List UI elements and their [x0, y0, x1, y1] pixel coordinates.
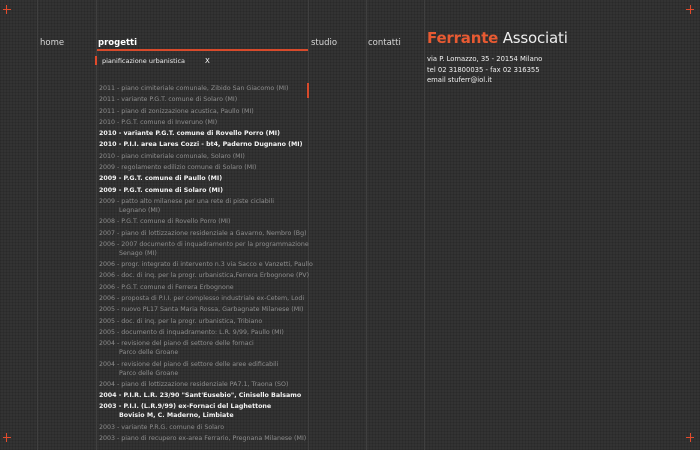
- project-title: 2010 - variante P.G.T. comune di Rovello Porro (MI): [99, 130, 281, 138]
- project-title: 2006 - progr. integrato di intervento n.3 via Sacco e Vanzetti, Paullo: [99, 261, 313, 269]
- project-title: 2008 - P.G.T. comune di Rovello Porro (MI): [99, 218, 231, 226]
- project-item[interactable]: [99, 402, 304, 420]
- logo[interactable]: [427, 29, 568, 47]
- project-item[interactable]: [99, 317, 304, 326]
- project-item[interactable]: [99, 423, 304, 432]
- project-subtitle: Parco delle Groane: [119, 369, 179, 377]
- project-title: 2005 - doc. di inq. per la progr. urbanistica, Tribiano: [99, 317, 263, 325]
- filter-marker: [95, 56, 97, 65]
- nav-studio[interactable]: studio: [311, 38, 338, 48]
- project-item[interactable]: [99, 129, 304, 138]
- nav-progetti[interactable]: progetti: [98, 38, 138, 48]
- category-filter: [95, 56, 210, 65]
- project-subtitle: Parco delle Groane: [119, 349, 179, 357]
- project-item[interactable]: [99, 197, 304, 215]
- project-title: 2009 - P.G.T. comune di Paullo (MI): [99, 175, 223, 183]
- guide-line: [96, 0, 97, 450]
- project-title: 2003 - piano di recupero ex-area Ferrario, Pregnana Milanese (MI): [99, 435, 307, 443]
- project-item[interactable]: [99, 260, 313, 269]
- project-item[interactable]: [99, 434, 307, 443]
- project-title: 2004 - piano di lottizzazione residenziale PA7.1, Traona (SO): [99, 380, 289, 388]
- project-subtitle: Bovisio M, C. Maderno, Limbiate: [119, 412, 234, 420]
- project-title: 2011 - piano di zonizzazione acustica, Paullo (MI): [99, 107, 254, 115]
- project-title: 2005 - nuovo PL17 Santa Maria Rossa, Garbagnate Milanese (MI): [99, 306, 304, 314]
- project-title: 2006 - doc. di inq. per la progr. urbanistica,Ferrera Erbognone (PV): [99, 272, 310, 280]
- project-item[interactable]: [99, 118, 304, 127]
- project-subtitle: Legnano (MI): [119, 206, 161, 214]
- project-title: 2010 - piano cimiteriale comunale, Solaro (MI): [99, 152, 245, 160]
- close-filter-button[interactable]: X: [205, 56, 210, 65]
- project-item[interactable]: [99, 186, 304, 195]
- project-item[interactable]: [99, 107, 304, 116]
- project-item[interactable]: [99, 294, 304, 303]
- active-nav-underline: [97, 49, 308, 51]
- guide-line: [308, 0, 309, 450]
- project-title: 2009 - patto alto milanese per una rete di piste ciclabili: [99, 197, 275, 205]
- project-item[interactable]: [99, 140, 304, 149]
- guide-line: [37, 0, 38, 450]
- project-subtitle: Senago (MI): [119, 249, 157, 257]
- project-item[interactable]: [99, 240, 309, 258]
- project-title: 2011 - piano cimiteriale comunale, Zibido San Giacomo (MI): [99, 85, 289, 92]
- filter-label: pianificazione urbanistica: [102, 56, 185, 65]
- project-title: 2004 - revisione del piano di settore delle fornaci: [99, 340, 254, 348]
- guide-line: [424, 0, 425, 450]
- project-title: 2010 - P.G.T. comune di Inveruno (MI): [99, 118, 218, 126]
- contact-address: [427, 54, 542, 86]
- address-line: via P. Lomazzo, 35 - 20154 Milano: [427, 55, 543, 63]
- project-title: 2006 - 2007 documento di inquadramento per la programmazione: [99, 240, 309, 248]
- project-item[interactable]: [99, 95, 304, 104]
- project-title: 2007 - piano di lottizzazione residenziale a Gavarno, Nembro (Bg): [99, 229, 307, 237]
- project-title: 2006 - P.G.T. comune di Ferrera Erbognone: [99, 283, 234, 291]
- project-title: 2011 - variante P.G.T. comune di Solaro (MI): [99, 96, 238, 104]
- logo-ferrante: Ferrante: [427, 29, 499, 47]
- phone-line: tel 02 31800035 - fax 02 316355: [427, 65, 540, 74]
- project-item[interactable]: [99, 305, 304, 314]
- nav-home[interactable]: home: [40, 38, 65, 48]
- project-item[interactable]: [99, 174, 304, 183]
- scroll-indicator[interactable]: [307, 83, 309, 98]
- project-title: 2005 - documento di inquadramento: L.R. 9/99, Paullo (MI): [99, 328, 284, 336]
- project-item[interactable]: [99, 283, 304, 292]
- project-list: [99, 84, 313, 445]
- project-item[interactable]: [99, 229, 307, 238]
- project-title: 2010 - P.I.I. area Lares Cozzi - bt4, Paderno Dugnano (MI): [99, 141, 303, 149]
- project-item[interactable]: [99, 271, 310, 280]
- project-title: 2004 - P.I.R. L.R. 23/90 "Sant'Eusebio", Cinisello Balsamo: [99, 392, 302, 400]
- project-item[interactable]: [99, 217, 304, 226]
- guide-line: [366, 0, 367, 450]
- project-title: 2003 - P.I.I. (L.R.9/99) ex-Fornaci del Laghettone: [99, 403, 272, 411]
- project-title: 2003 - variante P.R.G. comune di Solaro: [99, 423, 225, 431]
- project-item[interactable]: [99, 380, 304, 389]
- project-item[interactable]: [99, 328, 304, 337]
- project-title: 2004 - revisione del piano di settore delle aree edificabili: [99, 360, 279, 368]
- project-item[interactable]: [99, 360, 304, 378]
- project-item[interactable]: [99, 84, 304, 93]
- project-item[interactable]: [99, 391, 304, 400]
- project-title: 2009 - P.G.T. comune di Solaro (MI): [99, 186, 224, 194]
- project-item[interactable]: [99, 339, 304, 357]
- email-line[interactable]: email stuferr@iol.it: [427, 76, 492, 84]
- project-title: 2009 - regolamento edilizio comune di Solaro (MI): [99, 164, 257, 172]
- project-item[interactable]: [99, 152, 304, 161]
- logo-associati: Associati: [502, 29, 568, 47]
- nav-contatti[interactable]: contatti: [368, 38, 401, 48]
- project-title: 2006 - proposta di P.I.I. per complesso industriale ex-Cetem, Lodi: [99, 295, 305, 303]
- project-item[interactable]: [99, 163, 304, 172]
